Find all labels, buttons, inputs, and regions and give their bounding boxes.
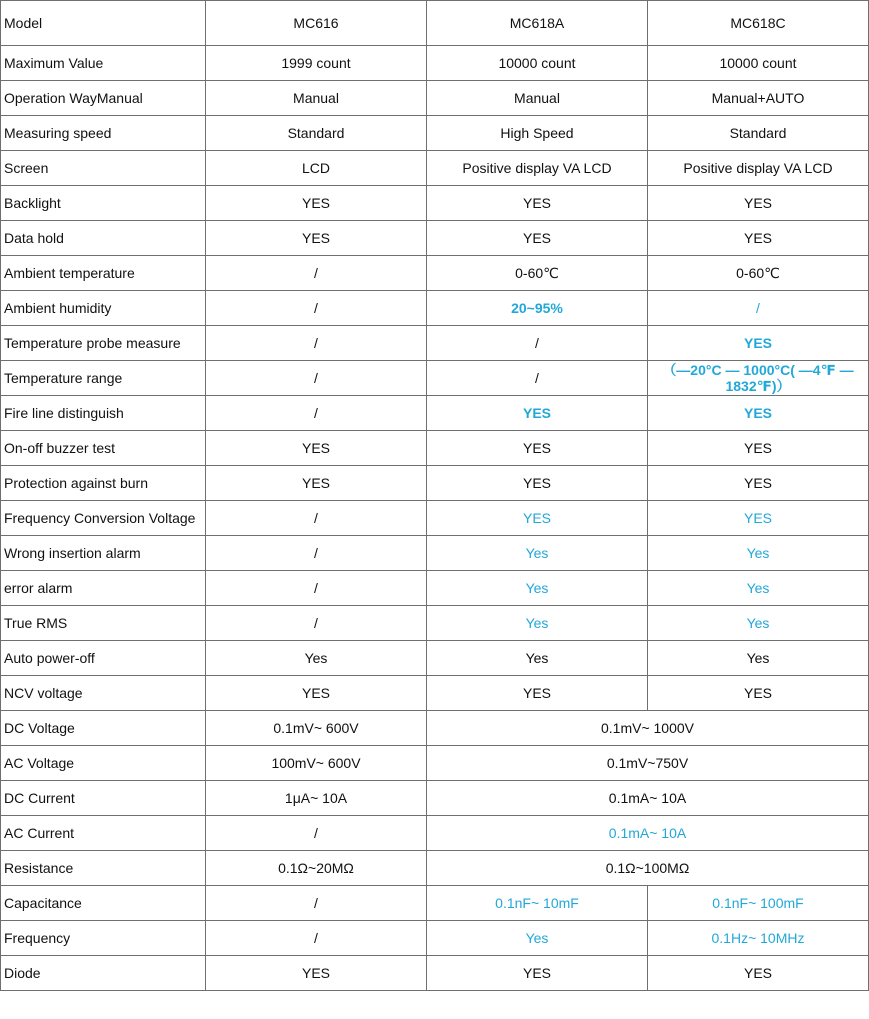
- header-cell-mc616: MC616: [206, 1, 427, 46]
- table-cell: YES: [648, 326, 869, 361]
- table-cell: /: [206, 361, 427, 396]
- table-cell: Standard: [648, 116, 869, 151]
- header-row: [1, 1, 869, 46]
- table-cell: YES: [648, 396, 869, 431]
- row-label: Fire line distinguish: [1, 396, 206, 431]
- table-cell: 10000 count: [427, 46, 648, 81]
- table-cell: Manual+AUTO: [648, 81, 869, 116]
- table-row: [1, 711, 869, 746]
- header-cell-mc618a: MC618A: [427, 1, 648, 46]
- row-label: Frequency Conversion Voltage: [1, 501, 206, 536]
- table-cell: Positive display VA LCD: [427, 151, 648, 186]
- table-cell: 1μA~ 10A: [206, 781, 427, 816]
- table-row: [1, 851, 869, 886]
- table-cell: 0-60℃: [648, 256, 869, 291]
- table-cell-merged: 0.1mA~ 10A: [427, 816, 869, 851]
- table-row: [1, 81, 869, 116]
- row-label: AC Current: [1, 816, 206, 851]
- table-cell: /: [206, 536, 427, 571]
- table-row: [1, 606, 869, 641]
- table-row: [1, 431, 869, 466]
- table-cell: 20~95%: [427, 291, 648, 326]
- row-label: Operation WayManual: [1, 81, 206, 116]
- row-label: Ambient temperature: [1, 256, 206, 291]
- table-row: [1, 361, 869, 396]
- table-cell: 10000 count: [648, 46, 869, 81]
- table-cell: YES: [206, 956, 427, 991]
- header-cell-label: Model: [1, 1, 206, 46]
- row-label: Data hold: [1, 221, 206, 256]
- table-cell-merged: 0.1Ω~100MΩ: [427, 851, 869, 886]
- table-cell: /: [206, 816, 427, 851]
- row-label: error alarm: [1, 571, 206, 606]
- table-cell: YES: [206, 186, 427, 221]
- row-label: NCV voltage: [1, 676, 206, 711]
- table-cell: （—20°C — 1000°C( —4℉ —1832℉)）: [648, 361, 869, 396]
- row-label: True RMS: [1, 606, 206, 641]
- table-row: [1, 116, 869, 151]
- table-cell: /: [206, 571, 427, 606]
- table-cell: YES: [427, 431, 648, 466]
- table-cell: /: [206, 291, 427, 326]
- table-cell: /: [206, 501, 427, 536]
- table-row: [1, 746, 869, 781]
- table-row: [1, 536, 869, 571]
- table-cell: 0.1Ω~20MΩ: [206, 851, 427, 886]
- table-cell: 100mV~ 600V: [206, 746, 427, 781]
- table-row: [1, 186, 869, 221]
- table-cell: Yes: [427, 641, 648, 676]
- table-row: [1, 886, 869, 921]
- table-row: [1, 501, 869, 536]
- table-row: [1, 291, 869, 326]
- table-cell: YES: [648, 466, 869, 501]
- table-cell: /: [206, 886, 427, 921]
- table-cell: 0.1nF~ 10mF: [427, 886, 648, 921]
- row-label: Maximum Value: [1, 46, 206, 81]
- table-cell: 0.1mV~ 600V: [206, 711, 427, 746]
- table-cell: YES: [206, 431, 427, 466]
- table-row: [1, 571, 869, 606]
- table-row: [1, 676, 869, 711]
- table-cell: Manual: [427, 81, 648, 116]
- table-cell: 0-60℃: [427, 256, 648, 291]
- row-label: On-off buzzer test: [1, 431, 206, 466]
- table-cell: 0.1nF~ 100mF: [648, 886, 869, 921]
- row-label: Screen: [1, 151, 206, 186]
- table-cell: Yes: [427, 606, 648, 641]
- table-row: [1, 816, 869, 851]
- row-label: Backlight: [1, 186, 206, 221]
- table-cell: YES: [648, 186, 869, 221]
- table-cell: YES: [427, 501, 648, 536]
- table-cell: /: [648, 291, 869, 326]
- table-row: [1, 46, 869, 81]
- row-label: Temperature probe measure: [1, 326, 206, 361]
- table-cell: /: [427, 361, 648, 396]
- table-cell: High Speed: [427, 116, 648, 151]
- row-label: Measuring speed: [1, 116, 206, 151]
- table-row: [1, 396, 869, 431]
- table-cell: Yes: [648, 641, 869, 676]
- table-row: [1, 256, 869, 291]
- table-cell: YES: [427, 396, 648, 431]
- table-cell: /: [206, 326, 427, 361]
- table-cell: Yes: [427, 536, 648, 571]
- table-cell: /: [206, 256, 427, 291]
- table-row: [1, 466, 869, 501]
- row-label: DC Current: [1, 781, 206, 816]
- table-cell: YES: [206, 466, 427, 501]
- table-cell: YES: [427, 466, 648, 501]
- table-cell: YES: [427, 221, 648, 256]
- table-row: [1, 641, 869, 676]
- row-label: Resistance: [1, 851, 206, 886]
- table-cell: YES: [427, 676, 648, 711]
- row-label: Temperature range: [1, 361, 206, 396]
- table-cell: YES: [648, 431, 869, 466]
- table-cell: /: [206, 606, 427, 641]
- row-label: DC Voltage: [1, 711, 206, 746]
- row-label: Wrong insertion alarm: [1, 536, 206, 571]
- table-cell: YES: [648, 501, 869, 536]
- table-cell: YES: [648, 676, 869, 711]
- table-cell: YES: [206, 221, 427, 256]
- table-cell: Standard: [206, 116, 427, 151]
- table-cell: LCD: [206, 151, 427, 186]
- table-cell: /: [206, 396, 427, 431]
- table-cell-merged: 0.1mA~ 10A: [427, 781, 869, 816]
- row-label: Diode: [1, 956, 206, 991]
- row-label: Capacitance: [1, 886, 206, 921]
- table-cell: Yes: [427, 921, 648, 956]
- table-cell: YES: [648, 956, 869, 991]
- table-cell: YES: [206, 676, 427, 711]
- table-row: [1, 956, 869, 991]
- table-cell: Yes: [427, 571, 648, 606]
- table-row: [1, 151, 869, 186]
- table-cell: Yes: [206, 641, 427, 676]
- header-cell-mc618c: MC618C: [648, 1, 869, 46]
- table-cell-merged: 0.1mV~ 1000V: [427, 711, 869, 746]
- table-cell: 0.1Hz~ 10MHz: [648, 921, 869, 956]
- table-cell: YES: [427, 186, 648, 221]
- table-cell: YES: [648, 221, 869, 256]
- row-label: Protection against burn: [1, 466, 206, 501]
- table-cell: Yes: [648, 606, 869, 641]
- table-cell: Positive display VA LCD: [648, 151, 869, 186]
- row-label: Ambient humidity: [1, 291, 206, 326]
- row-label: Auto power-off: [1, 641, 206, 676]
- table-row: [1, 326, 869, 361]
- table-cell: YES: [427, 956, 648, 991]
- row-label: Frequency: [1, 921, 206, 956]
- table-cell-merged: 0.1mV~750V: [427, 746, 869, 781]
- table-cell: 1999 count: [206, 46, 427, 81]
- table-cell: Yes: [648, 571, 869, 606]
- table-row: [1, 921, 869, 956]
- table-row: [1, 781, 869, 816]
- table-cell: Yes: [648, 536, 869, 571]
- table-cell: /: [206, 921, 427, 956]
- table-cell: /: [427, 326, 648, 361]
- table-cell: Manual: [206, 81, 427, 116]
- row-label: AC Voltage: [1, 746, 206, 781]
- table-row: [1, 221, 869, 256]
